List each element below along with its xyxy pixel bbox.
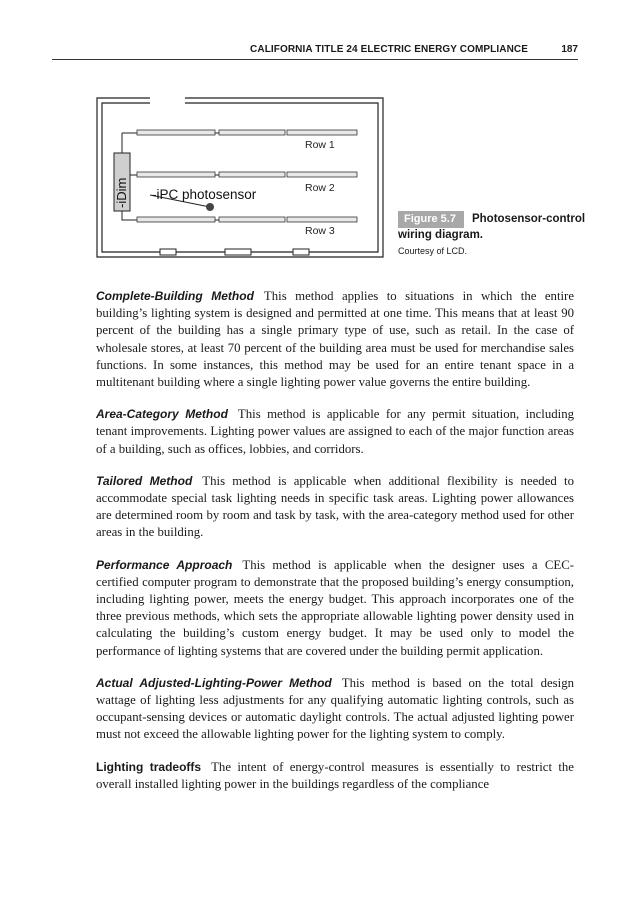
fixture-row-1 [137, 130, 357, 135]
photosensor-icon [206, 203, 214, 211]
running-header [52, 41, 578, 60]
dimmer-label: -iDim [114, 177, 129, 208]
paragraph-text: The intent of energy-control measures is essentially to restrict the overall installed lighting power in the buildings regardless of the compliance [96, 759, 574, 791]
photosensor-label: -iPC photosensor [152, 187, 257, 202]
figure-credit: Courtesy of LCD. [398, 246, 468, 256]
row-label-2: Row 2 [305, 182, 335, 194]
paragraph-area-category [96, 406, 574, 458]
paragraph-actual-adjusted [96, 675, 574, 744]
paragraph-lead: Area-Category Method [96, 407, 228, 422]
paragraph-text: This method is applicable when the designer uses a CEC-certified computer program to demonstrate that the proposed building’s energy consumption, including lighting power, meets the energy budget. This approach incorporates one of the three previous methods, which sets the appropriate allowable lighting power density used in calculating the building’s custom energy budget. It may be used only to model the performance of lighting systems that are covered under the building permit application. [96, 557, 574, 658]
paragraph-performance [96, 557, 574, 660]
row-label-1: Row 1 [305, 139, 335, 151]
paragraph-tailored [96, 473, 574, 542]
paragraph-text: This method is applicable for any permit situation, including tenant improvements. Lighting power values are assigned to each of the major function areas of a building, such as offices, lobbies, and corridors. [96, 407, 575, 456]
page-number: 187 [561, 44, 578, 55]
room-wall [97, 98, 383, 257]
paragraph-lead: Lighting tradeoffs [96, 759, 202, 774]
paragraph-lead: Complete-Building Method [96, 289, 254, 303]
paragraph-lighting-tradeoffs [96, 759, 574, 793]
fixture-row-3 [137, 217, 357, 222]
body-text [96, 288, 574, 808]
paragraph-lead: Actual Adjusted-Lighting-Power Method [96, 675, 332, 690]
header-title: CALIFORNIA TITLE 24 ELECTRIC ENERGY COMPLIANCE [250, 44, 528, 55]
paragraph-complete-building [96, 288, 574, 391]
paragraph-text: This method is applicable when additional flexibility is needed to accommodate special task lighting needs in specific task areas. Lighting power allowances are determined room by room and task by task, with the area-category method used for other areas in the building. [96, 473, 574, 540]
row-label-3: Row 3 [305, 225, 335, 237]
wiring-diagram [95, 95, 385, 260]
paragraph-text: This method applies to situations in which the entire building’s lighting system is designed and permitted at one time. This means that at least 90 percent of the building has a single primary type of use, such as retail. In the case of wholesale stores, at least 70 percent of the building area must be used for merchandise sales functions. In some instances, this method may be used for an entire tenant space in a multitenant building where a single lighting power value governs the entire building. [96, 289, 574, 390]
paragraph-text: This method is based on the total design wattage of lighting less adjustments for any qualifying automatic lighting controls, such as occupant-sensing devices or automatic daylight controls. The actual adjusted lighting power must not exceed the allowable lighting power for the lighting system to comply. [96, 675, 574, 742]
figure-title: Photosensor-control wiring diagram. [398, 213, 586, 241]
paragraph-lead: Tailored Method [96, 473, 193, 488]
fixture-row-2 [137, 172, 357, 177]
figure-label: Figure 5.7 [398, 211, 464, 228]
paragraph-lead: Performance Approach [96, 557, 233, 572]
figure-caption [398, 211, 588, 256]
